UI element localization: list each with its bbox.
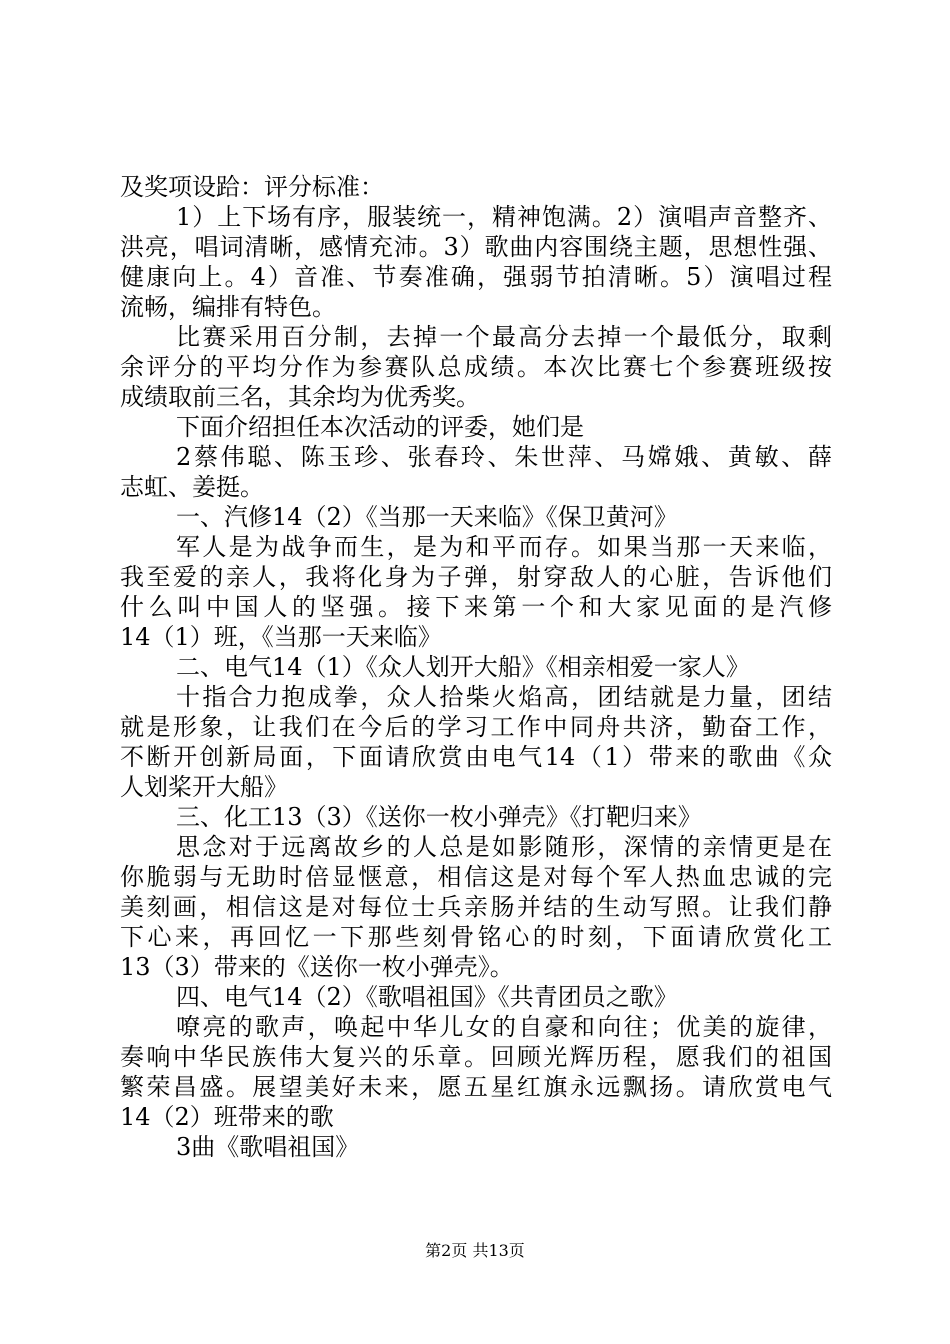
text-line: 下心来，再回忆一下那些刻骨铭心的时刻，下面请欣赏化工 <box>120 923 832 951</box>
text-line: 思念对于远离故乡的人总是如影随形，深情的亲情更是在 <box>176 833 832 861</box>
text-line: 1）上下场有序，服装统一，精神饱满。2）演唱声音整齐、 <box>176 203 832 231</box>
text-line: 什么叫中国人的坚强。接下来第一个和大家见面的是汽修 <box>120 593 832 621</box>
text-line: 四、电气14（2）《歌唱祖国》《共青团员之歌》 <box>176 983 678 1011</box>
text-line: 及奖项设跲：评分标准： <box>120 173 384 201</box>
text-line: 就是形象，让我们在今后的学习工作中同舟共济，勤奋工作， <box>120 713 832 741</box>
text-line: 3曲《歌唱祖国》 <box>176 1133 360 1161</box>
page-number: 第2页 共13页 <box>425 1241 525 1260</box>
text-line: 美刻画，相信这是对每位士兵亲肠并结的生动写照。让我们静 <box>120 893 832 921</box>
text-line: 嘹亮的歌声，唤起中华儿女的自豪和向往；优美的旋律， <box>176 1013 832 1041</box>
text-line: 下面介绍担任本次活动的评委，她们是 <box>176 413 584 441</box>
text-line: 洪亮，唱词清晰，感情充沛。3）歌曲内容围绕主题，思想性强、 <box>120 233 832 261</box>
text-line: 我至爱的亲人，我将化身为子弹，射穿敌人的心脏，告诉他们 <box>120 563 832 591</box>
text-line: 13（3）带来的《送你一枚小弹壳》。 <box>120 953 514 981</box>
text-line: 流畅，编排有特色。 <box>120 293 336 321</box>
text-line: 一、汽修14（2）《当那一天来临》《保卫黄河》 <box>176 503 678 531</box>
page-footer <box>0 1241 950 1261</box>
text-line: 不断开创新局面，下面请欣赏由电气14（1）带来的歌曲《众 <box>120 743 832 771</box>
text-line: 健康向上。4）音准、节奏准确，强弱节拍清晰。5）演唱过程 <box>120 263 832 291</box>
text-line: 你脆弱与无助时倍显惬意，相信这是对每个军人热血忠诚的完 <box>120 863 832 891</box>
text-line: 14（1）班，《当那一天来临》 <box>120 623 442 651</box>
text-line: 军人是为战争而生，是为和平而存。如果当那一天来临， <box>176 533 832 561</box>
text-line: 二、电气14（1）《众人划开大船》《相亲相爱一家人》 <box>176 653 750 681</box>
text-line: 余评分的平均分作为参赛队总成绩。本次比赛七个参赛班级按 <box>120 353 832 381</box>
text-line: 奏响中华民族伟大复兴的乐章。回顾光辉历程，愿我们的祖国 <box>120 1043 832 1071</box>
text-line: 成绩取前三名，其余均为优秀奖。 <box>120 383 480 411</box>
text-line: 繁荣昌盛。展望美好未来，愿五星红旗永远飘扬。请欣赏电气 <box>120 1073 832 1101</box>
text-line: 志虹、姜挺。 <box>120 473 264 501</box>
text-line: 2蔡伟聪、陈玉珍、张春玲、朱世萍、马嫦娥、黄敏、薛 <box>176 443 832 471</box>
text-line: 三、化工13（3）《送你一枚小弹壳》《打靶归来》 <box>176 803 702 831</box>
text-line: 十指合力抱成拳，众人拾柴火焰高，团结就是力量，团结 <box>176 683 832 711</box>
text-line: 14（2）班带来的歌 <box>120 1103 334 1131</box>
text-line: 人划桨开大船》 <box>120 773 288 801</box>
document-body <box>120 172 832 1162</box>
text-line: 比赛采用百分制，去掉一个最高分去掉一个最低分，取剩 <box>176 323 832 351</box>
